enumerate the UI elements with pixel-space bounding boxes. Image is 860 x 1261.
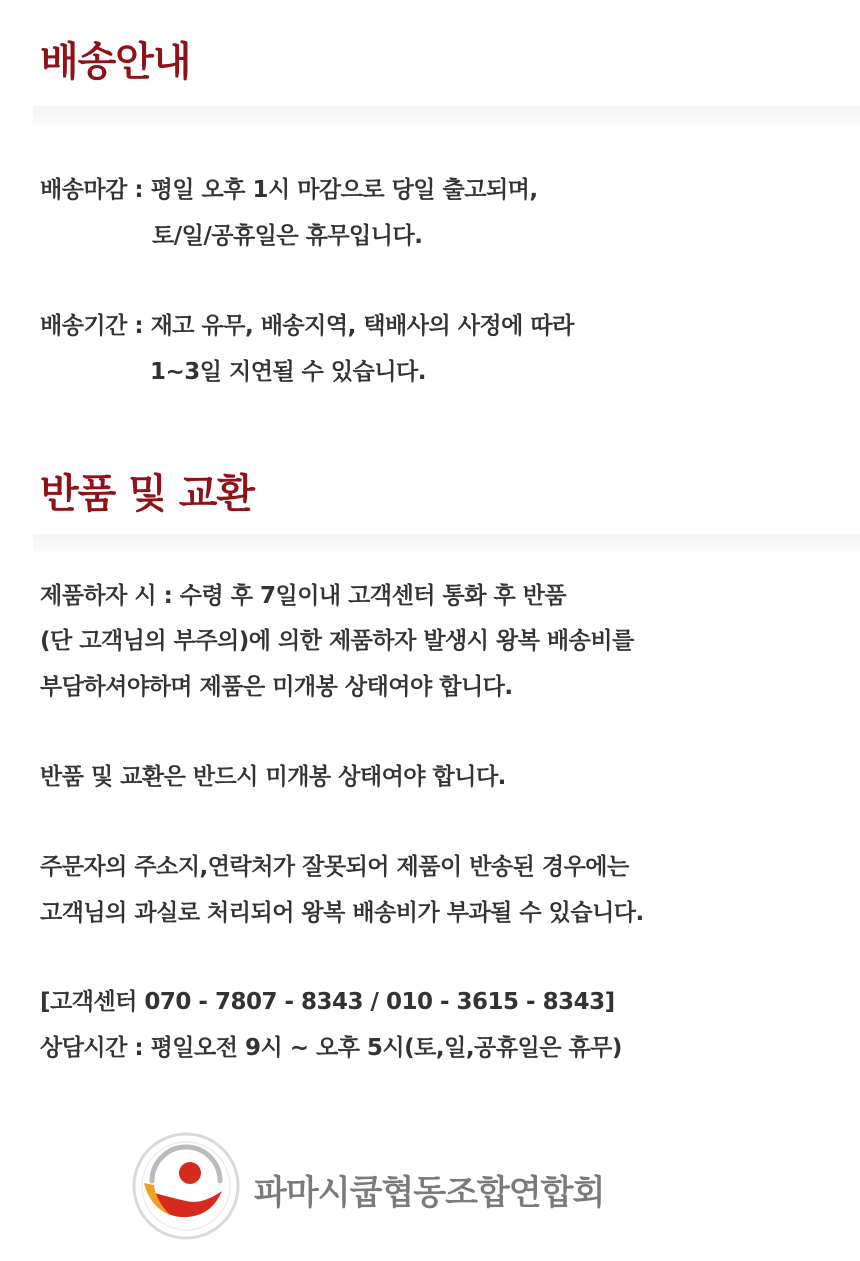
returns-heading: 반품 및 교환 (40, 471, 255, 517)
section-divider (33, 534, 860, 552)
delivery-period-line1: 배송기간 : 재고 유무, 배송지역, 택배사의 사정에 따라 (40, 313, 574, 339)
returns-defect-line3: 부담하셔야하며 제품은 미개봉 상태여야 합니다. (40, 674, 513, 700)
delivery-period-line2: 1~3일 지연될 수 있습니다. (150, 359, 426, 385)
organization-name: 파마시쿱협동조합연합회 (254, 1173, 605, 1213)
returns-defect-line2: (단 고객님의 부주의)에 의한 제품하자 발생시 왕복 배송비를 (40, 628, 634, 654)
delivery-heading: 배송안내 (40, 39, 191, 85)
returns-unopened-notice: 반품 및 교환은 반드시 미개봉 상태여야 합니다. (40, 764, 506, 790)
consultation-hours: 상담시간 : 평일오전 9시 ~ 오후 5시(토,일,공휴일은 휴무) (40, 1035, 622, 1061)
delivery-cutoff-line1: 배송마감 : 평일 오후 1시 마감으로 당일 출고되며, (40, 177, 538, 203)
returns-address-line1: 주문자의 주소지,연락처가 잘못되어 제품이 반송된 경우에는 (40, 854, 629, 880)
footer-logo (130, 1131, 650, 1241)
returns-address-line2: 고객님의 과실로 처리되어 왕복 배송비가 부과될 수 있습니다. (40, 900, 644, 926)
cooperative-seal-logo-icon (130, 1131, 242, 1241)
section-divider (33, 106, 860, 124)
customer-center-contact: [고객센터 070 - 7807 - 8343 / 010 - 3615 - 8343] (40, 989, 615, 1015)
delivery-cutoff-line2: 토/일/공휴일은 휴무입니다. (152, 223, 423, 249)
returns-defect-line1: 제품하자 시 : 수령 후 7일이내 고객센터 통화 후 반품 (40, 583, 567, 609)
